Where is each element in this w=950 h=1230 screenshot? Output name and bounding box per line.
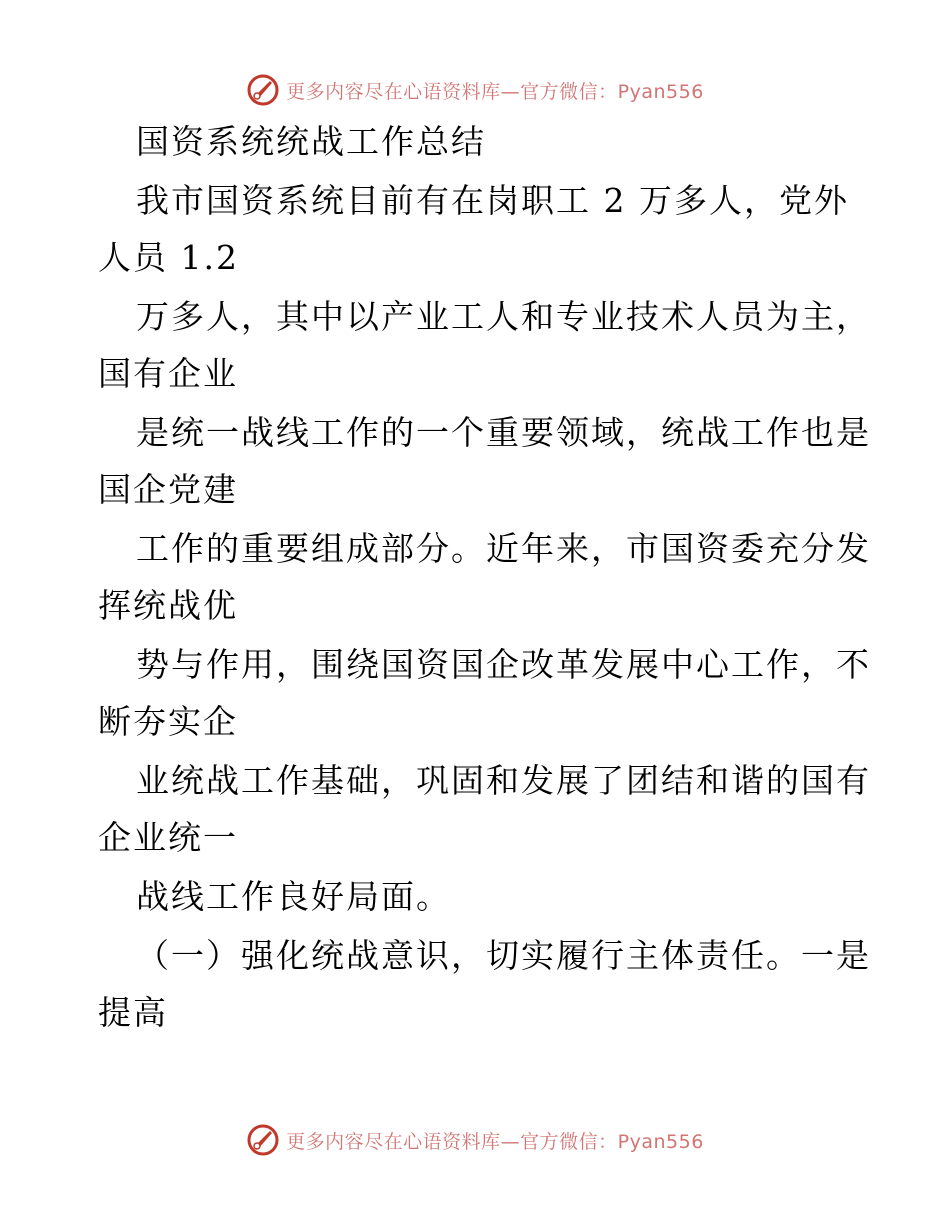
header-banner bbox=[0, 70, 950, 110]
paragraph-line: 工作的重要组成部分。近年来，市国资委充分发 bbox=[136, 529, 871, 568]
banner-text: 更多内容尽在心语资料库—官方微信：Pyan556 bbox=[286, 80, 704, 103]
paragraph-line: 国企党建 bbox=[98, 470, 238, 509]
paragraph-line: 国有企业 bbox=[98, 354, 238, 393]
paragraph-line: 万多人，其中以产业工人和专业技术人员为主， bbox=[136, 297, 871, 336]
paragraph-line: 是统一战线工作的一个重要领域，统战工作也是 bbox=[136, 413, 871, 452]
paragraph-line: 人员 1.2 bbox=[98, 238, 239, 277]
paragraph-line: 挥统战优 bbox=[98, 586, 238, 625]
quill-logo-icon bbox=[246, 73, 280, 107]
document-title: 国资系统统战工作总结 bbox=[136, 122, 486, 161]
paragraph-line: 势与作用，围绕国资国企改革发展中心工作，不 bbox=[136, 645, 871, 684]
section-heading-line: （一）强化统战意识，切实履行主体责任。一是 bbox=[136, 936, 871, 975]
paragraph-line: 业统战工作基础，巩固和发展了团结和谐的国有 bbox=[136, 761, 871, 800]
footer-banner bbox=[0, 1120, 950, 1160]
banner-text: 更多内容尽在心语资料库—官方微信：Pyan556 bbox=[286, 1130, 704, 1153]
paragraph-line: 断夯实企 bbox=[98, 702, 238, 741]
paragraph-line: 我市国资系统目前有在岗职工 2 万多人，党外 bbox=[136, 181, 849, 220]
paragraph-line: 提高 bbox=[98, 993, 168, 1032]
paragraph-line: 战线工作良好局面。 bbox=[136, 877, 451, 916]
paragraph-line: 企业统一 bbox=[98, 818, 238, 857]
quill-logo-icon bbox=[246, 1123, 280, 1157]
